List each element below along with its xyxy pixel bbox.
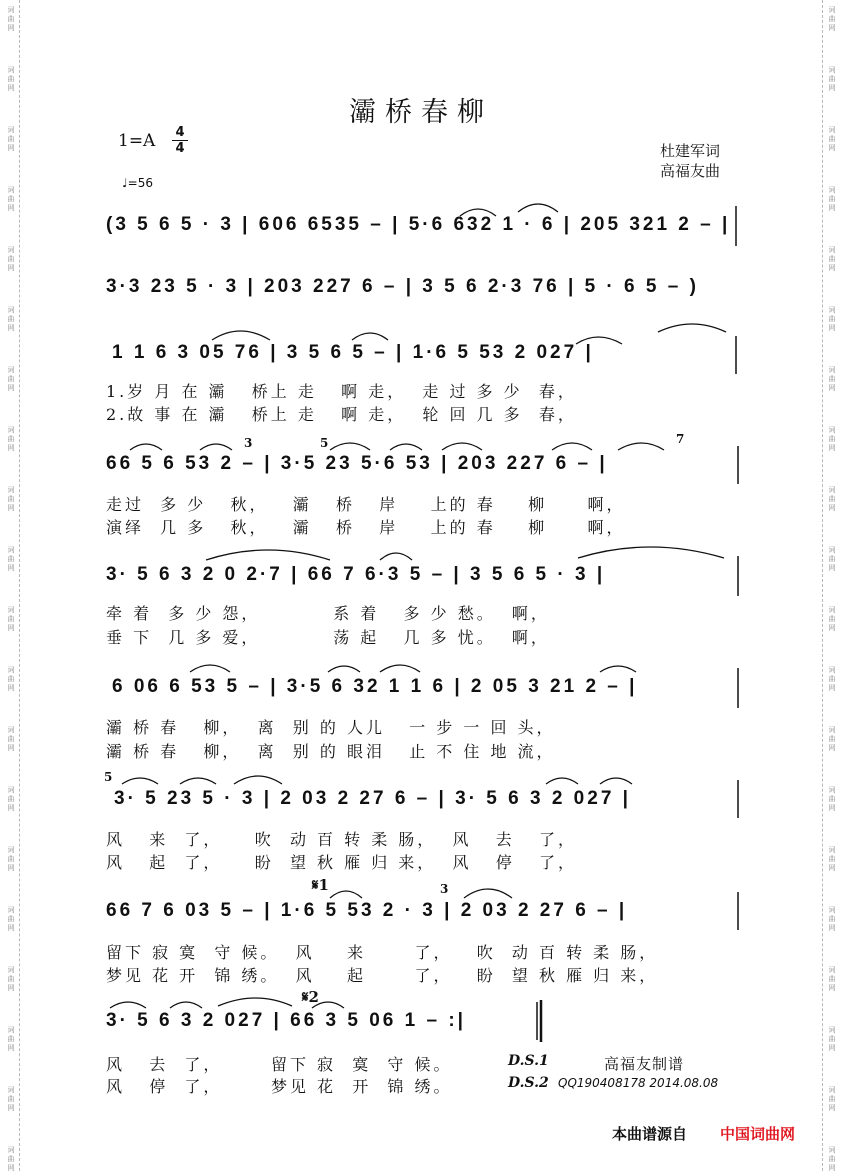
lyrics-row-5-verse-2: 垂 下 几 多 爱， 荡 起 几 多 忧。 啊，: [106, 628, 550, 647]
lyrics-row-6-verse-2: 灞 桥 春 柳， 离 别 的 眼泪 止 不 住 地 流，: [106, 742, 556, 761]
watermark-text: 词 曲 网: [828, 66, 836, 92]
ds-1: D.S.1: [508, 1053, 549, 1069]
watermark-text: 词 曲 网: [7, 1086, 15, 1112]
watermark-text: 词 曲 网: [828, 246, 836, 272]
slur-arc: [576, 337, 622, 344]
time-signature-top: 4: [175, 125, 185, 140]
watermark-text: 词 曲 网: [7, 1146, 15, 1172]
contact-info: QQ190408178 2014.08.08: [558, 1076, 719, 1090]
row-notes: 66 5 6 53 2 – | 3·5 23 5·6 53 | 203 227 6 – |: [106, 453, 608, 474]
footer-source-label: 本曲谱源自: [612, 1125, 688, 1143]
time-signature-bottom: 4: [175, 141, 185, 156]
watermark-text: 词 曲 网: [828, 1026, 836, 1052]
row-notes: 3· 5 6 3 2 0 2·7 | 66 7 6·3 5 – | 3 5 6 5 · 3 |: [106, 564, 606, 585]
key-signature: 1=A: [118, 131, 156, 151]
slur-arc: [546, 778, 578, 784]
watermark-text: 词 曲 网: [7, 1026, 15, 1052]
lyrics-row-7-verse-2: 风 起 了， 盼 望 秋 雁 归 来， 风 停 了，: [106, 853, 577, 872]
watermark-text: 词 曲 网: [7, 186, 15, 212]
watermark-text: 词 曲 网: [828, 1146, 836, 1172]
watermark-text: 词 曲 网: [828, 426, 836, 452]
lyrics-row-7-verse-1: 风 来 了， 吹 动 百 转 柔 肠， 风 去 了，: [106, 830, 577, 849]
slur-arc: [330, 891, 362, 898]
slur-arc: [122, 778, 158, 784]
grace-note-3-row8: 3: [440, 882, 449, 896]
watermark-text: 词 曲 网: [7, 486, 15, 512]
slur-arc: [442, 443, 482, 450]
watermark-text: 词 曲 网: [7, 906, 15, 932]
lyrics-row-4-verse-2: 演绎 几 多 秋， 灞 桥 岸 上的 春 柳 啊，: [106, 518, 626, 537]
watermark-text: 词 曲 网: [828, 846, 836, 872]
watermark-text: 词 曲 网: [7, 366, 15, 392]
slur-arc: [212, 331, 270, 340]
watermark-text: 词 曲 网: [828, 1086, 836, 1112]
slur-arc: [218, 998, 292, 1006]
watermark-text: 词 曲 网: [828, 906, 836, 932]
lyrics-row-5-verse-1: 牵 着 多 少 怨， 系 着 多 少 愁。 啊，: [106, 604, 550, 623]
song-title: 灞桥春柳: [349, 97, 493, 128]
tempo-mark: ♩=56: [122, 176, 153, 190]
slur-arc: [130, 444, 162, 450]
lyrics-row-3-verse-1: 1.岁 月 在 灞 桥上 走 啊 走， 走 过 多 少 春，: [106, 382, 577, 401]
watermark-text: 词 曲 网: [7, 246, 15, 272]
watermark-text: 词 曲 网: [828, 606, 836, 632]
segno-1: 𝄋1: [312, 876, 329, 894]
lyrics-row-8-verse-1: 留下 寂 寞 守 候。 风 来 了， 吹 动 百 转 柔 肠，: [106, 943, 659, 962]
watermark-text: 词 曲 网: [828, 726, 836, 752]
slur-arc: [170, 1002, 202, 1008]
watermark-text: 词 曲 网: [7, 726, 15, 752]
row-notes: 3· 5 23 5 · 3 | 2 03 2 27 6 – | 3· 5 6 3 2 027 |: [114, 788, 631, 809]
slur-arc: [600, 778, 632, 784]
segno-2: 𝄋2: [302, 988, 319, 1006]
slur-arc: [110, 1002, 146, 1008]
slur-arc: [658, 324, 726, 332]
watermark-text: 词 曲 网: [7, 66, 15, 92]
watermark-text: 词 曲 网: [828, 306, 836, 332]
slur-arc: [352, 333, 388, 340]
lyrics-row-9-verse-2: 风 停 了， 梦见 花 开 锦 绣。: [106, 1077, 453, 1096]
lyricist-credit: 杜建军词: [660, 142, 721, 160]
lyrics-row-9-verse-1: 风 去 了， 留下 寂 寞 守 候。: [106, 1055, 453, 1074]
slur-arc: [600, 666, 636, 672]
footer-site-name[interactable]: 中国词曲网: [720, 1125, 796, 1143]
row-notes: 6 06 6 53 5 – | 3·5 6 32 1 1 6 | 2 05 3 21 2 – |: [112, 676, 638, 697]
slur-arc: [464, 889, 512, 898]
composer-credit: 高福友曲: [660, 162, 721, 180]
slur-arc: [330, 443, 370, 450]
slur-arc: [190, 665, 230, 672]
grace-note-5: 5: [320, 436, 329, 450]
watermark-text: 词 曲 网: [7, 966, 15, 992]
watermark-text: 词 曲 网: [7, 666, 15, 692]
lyrics-row-4-verse-1: 走过 多 少 秋， 灞 桥 岸 上的 春 柳 啊，: [106, 495, 626, 514]
watermark-text: 词 曲 网: [7, 306, 15, 332]
lyrics-row-8-verse-2: 梦见 花 开 锦 绣。 风 起 了， 盼 望 秋 雁 归 来，: [106, 966, 659, 985]
slur-arc: [460, 209, 496, 216]
slur-arc: [200, 444, 232, 450]
watermark-text: 词 曲 网: [828, 966, 836, 992]
slur-arc: [618, 443, 664, 450]
grace-note-3: 3: [244, 436, 253, 450]
slur-arc: [328, 666, 360, 672]
slur-arc: [552, 443, 592, 450]
slur-arc: [180, 778, 216, 784]
watermark-text: 词 曲 网: [7, 426, 15, 452]
row-notes: 66 7 6 03 5 – | 1·6 5 53 2 · 3 | 2 03 2 27 6 – |: [106, 900, 628, 921]
watermark-text: 词 曲 网: [7, 546, 15, 572]
watermark-text: 词 曲 网: [828, 186, 836, 212]
watermark-text: 词 曲 网: [828, 126, 836, 152]
grace-note-7: 7: [676, 432, 685, 446]
grace-note-5-row7: 5: [104, 770, 113, 784]
watermark-text: 词 曲 网: [828, 786, 836, 812]
slur-arc: [380, 665, 420, 672]
lyrics-row-3-verse-2: 2.故 事 在 灞 桥上 走 啊 走， 轮 回 几 多 春，: [106, 405, 577, 424]
ds-2: D.S.2: [508, 1075, 549, 1091]
watermark-text: 词 曲 网: [828, 546, 836, 572]
watermark-text: 词 曲 网: [7, 126, 15, 152]
watermark-text: 词 曲 网: [828, 6, 836, 32]
row-notes: 3· 5 6 3 2 027 | 66 3 5 06 1 – :|: [106, 1010, 466, 1031]
row-notes: (3 5 6 5 · 3 | 606 6535 – | 5·6 632 1 · 6 | 205 321 2 – |: [106, 214, 731, 235]
slur-arc: [380, 553, 412, 560]
watermark-text: 词 曲 网: [828, 666, 836, 692]
watermark-text: 词 曲 网: [828, 486, 836, 512]
watermark-text: 词 曲 网: [7, 6, 15, 32]
watermark-text: 词 曲 网: [7, 786, 15, 812]
row-notes: 1 1 6 3 05 76 | 3 5 6 5 – | 1·6 5 53 2 027 |: [112, 342, 594, 363]
row-notes: 3·3 23 5 · 3 | 203 227 6 – | 3 5 6 2·3 76 | 5 · 6 5 – ): [106, 276, 699, 297]
lyrics-row-6-verse-1: 灞 桥 春 柳， 离 别 的 人儿 一 步 一 回 头，: [106, 718, 556, 737]
watermark-text: 词 曲 网: [828, 366, 836, 392]
arranger-credit: 高福友制谱: [604, 1055, 685, 1073]
watermark-text: 词 曲 网: [7, 606, 15, 632]
slur-arc: [206, 550, 330, 560]
slur-arc: [518, 204, 558, 212]
slur-arc: [390, 444, 422, 450]
slur-arc: [312, 1002, 344, 1008]
slur-arc: [234, 776, 282, 784]
watermark-text: 词 曲 网: [7, 846, 15, 872]
slur-arc: [578, 547, 724, 558]
